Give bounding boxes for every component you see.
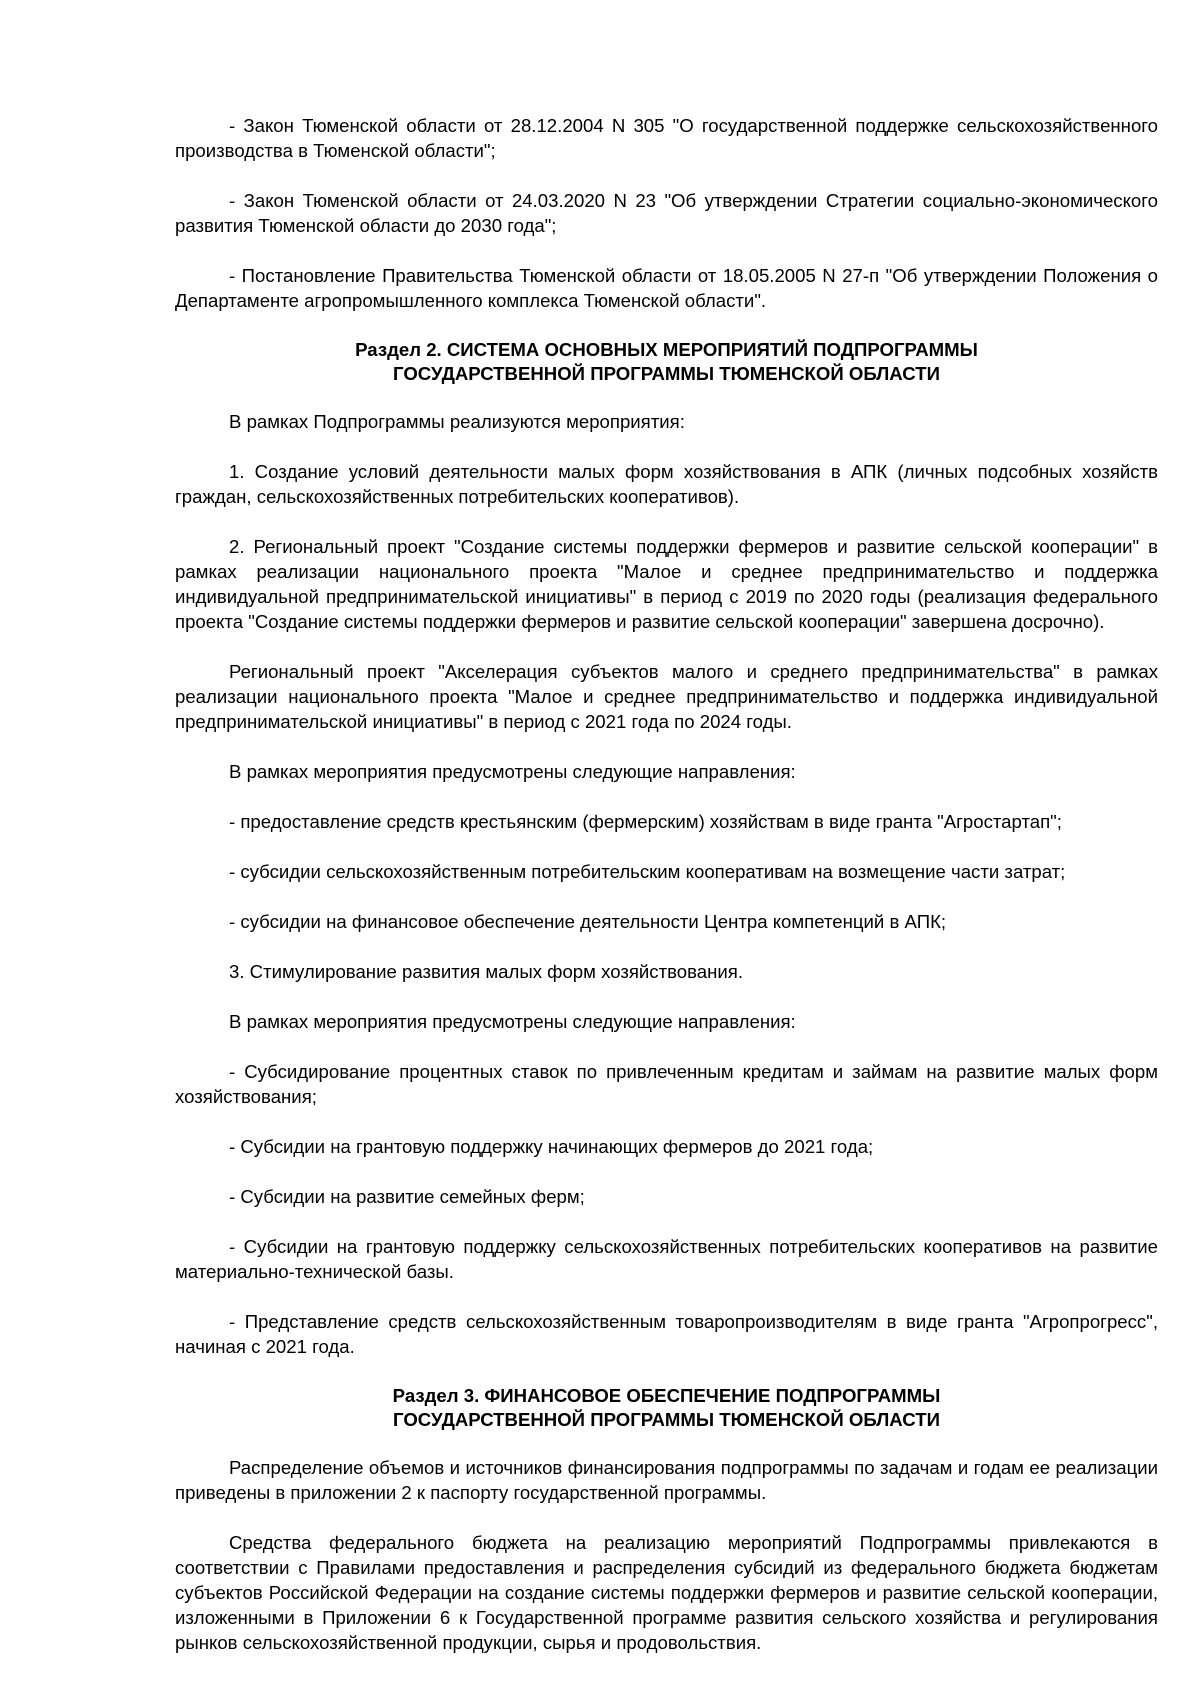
- document-page: [175, 113, 1158, 1680]
- section-2-paragraph: Региональный проект "Акселерация субъектов малого и среднего предпринимательства" в рамках реализации национального проекта "Малое и среднее предпринимательство и поддержка индивидуальной предпринимательской инициативы" в период с 2021 года по 2024 годы.: [175, 661, 1158, 732]
- section-2-paragraph: - субсидии на финансовое обеспечение деятельности Центра компетенций в АПК;: [229, 911, 947, 932]
- section-3-paragraph: Распределение объемов и источников финансирования подпрограммы по задачам и годам ее реализации приведены в приложении 2 к паспорту государственной программы.: [175, 1457, 1158, 1503]
- section-3-heading: [175, 1384, 1158, 1432]
- section-2-paragraph: В рамках мероприятия предусмотрены следующие направления:: [229, 761, 796, 782]
- law-item: - Закон Тюменской области от 24.03.2020 N 23 "Об утверждении Стратегии социально-экономического развития Тюменской области до 2030 года";: [175, 190, 1158, 236]
- section-3-paragraph: Средства федерального бюджета на реализацию мероприятий Подпрограммы привлекаются в соответствии с Правилами предоставления и распределения субсидий из федерального бюджета бюджетам субъектов Российской Федерации на создание системы поддержки фермеров и развитие сельской кооперации, изложенными в Приложении 6 к Государственной программе развития сельского хозяйства и регулирования рынков сельскохозяйственной продукции, сырья и продовольствия.: [175, 1532, 1158, 1653]
- section-2-paragraph: - Представление средств сельскохозяйственным товаропроизводителям в виде гранта "Агропрогресс", начиная с 2021 года.: [175, 1311, 1158, 1357]
- section-2-paragraph: 1. Создание условий деятельности малых форм хозяйствования в АПК (личных подсобных хозяйств граждан, сельскохозяйственных потребительских кооперативов).: [175, 461, 1158, 507]
- section-2-paragraph: - субсидии сельскохозяйственным потребительским кооперативам на возмещение части затрат;: [229, 861, 1066, 882]
- law-item: - Закон Тюменской области от 28.12.2004 N 305 "О государственной поддержке сельскохозяйственного производства в Тюменской области";: [175, 115, 1158, 161]
- section-2-paragraph: 2. Региональный проект "Создание системы поддержки фермеров и развитие сельской кооперации" в рамках реализации национального проекта "Малое и среднее предпринимательство и поддержка индивидуальной предпринимательской инициативы" в период с 2019 по 2020 годы (реализация федерального проекта "Создание системы поддержки фермеров и развитие сельской кооперации" завершена досрочно).: [175, 536, 1158, 632]
- law-item: - Постановление Правительства Тюменской области от 18.05.2005 N 27-п "Об утверждении Положения о Департаменте агропромышленного комплекса Тюменской области".: [175, 265, 1158, 311]
- section-2-paragraph: - Субсидии на грантовую поддержку начинающих фермеров до 2021 года;: [229, 1136, 874, 1157]
- section-3-heading-line1: Раздел 3. ФИНАНСОВОЕ ОБЕСПЕЧЕНИЕ ПОДПРОГРАММЫ: [392, 1385, 941, 1406]
- section-3-heading-line2: ГОСУДАРСТВЕННОЙ ПРОГРАММЫ ТЮМЕНСКОЙ ОБЛАСТИ: [393, 1409, 940, 1430]
- section-2-paragraph: - Субсидирование процентных ставок по привлеченным кредитам и займам на развитие малых форм хозяйствования;: [175, 1061, 1158, 1107]
- section-2-paragraph: В рамках Подпрограммы реализуются мероприятия:: [229, 411, 685, 432]
- section-2-heading: [175, 338, 1158, 386]
- section-2-paragraph: 3. Стимулирование развития малых форм хозяйствования.: [229, 961, 744, 982]
- section-2-paragraph: - Субсидии на грантовую поддержку сельскохозяйственных потребительских кооперативов на развитие материально-технической базы.: [175, 1236, 1158, 1282]
- section-2-paragraph: - Субсидии на развитие семейных ферм;: [229, 1186, 585, 1207]
- section-2-paragraph: В рамках мероприятия предусмотрены следующие направления:: [229, 1011, 796, 1032]
- section-2-heading-line1: Раздел 2. СИСТЕМА ОСНОВНЫХ МЕРОПРИЯТИЙ ПОДПРОГРАММЫ: [355, 339, 978, 360]
- section-2-heading-line2: ГОСУДАРСТВЕННОЙ ПРОГРАММЫ ТЮМЕНСКОЙ ОБЛАСТИ: [393, 363, 940, 384]
- section-2-paragraph: - предоставление средств крестьянским (фермерским) хозяйствам в виде гранта "Агростартап";: [229, 811, 1062, 832]
